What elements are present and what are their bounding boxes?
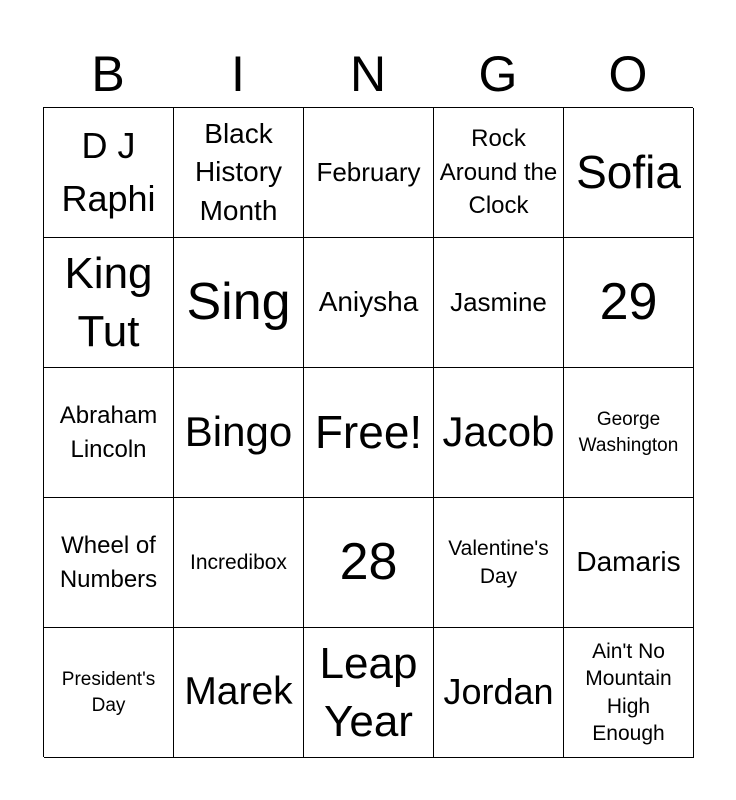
cell-label: Abraham Lincoln [59,401,158,463]
cell-label: Incredibox [190,550,287,574]
cell-label: February [316,156,421,187]
bingo-cell[interactable] [174,238,304,368]
cell-label: Free! [314,406,423,459]
bingo-cell[interactable] [304,628,434,758]
cell-label: George Washington [578,408,679,456]
cell-label: Ain't No Mountain High Enough [585,639,672,745]
bingo-cell[interactable] [434,498,564,628]
cell-label: 28 [339,533,398,592]
cell-label: 29 [599,273,658,332]
cell-label: Sofia [576,146,681,199]
bingo-cell[interactable] [434,238,564,368]
cell-label: Marek [184,670,293,714]
cell-label: Leap Year [319,639,418,746]
cell-label: Black History Month [194,117,283,226]
bingo-cell[interactable] [564,498,694,628]
bingo-cell[interactable] [174,498,304,628]
bingo-cell[interactable] [174,368,304,498]
cell-label: King Tut [64,249,153,356]
header-letter-o: O [608,46,648,102]
header-letter-b: B [91,46,125,102]
bingo-cell[interactable] [564,108,694,238]
bingo-cell[interactable] [174,108,304,238]
bingo-cell[interactable] [304,238,434,368]
header-letter-n: N [349,46,387,102]
cell-label: Aniysha [318,286,419,318]
cell-label: Sing [186,273,291,332]
bingo-cell[interactable] [564,628,694,758]
cell-label: Jacob [442,408,555,456]
header-letter-g: G [478,46,518,102]
cell-label: Jasmine [450,286,547,317]
bingo-cell[interactable] [44,108,174,238]
bingo-cell[interactable] [44,238,174,368]
bingo-cell[interactable] [44,498,174,628]
bingo-header [43,40,693,108]
bingo-cell[interactable] [304,108,434,238]
cell-label: President's Day [61,668,156,716]
cell-label: Damaris [576,546,681,578]
free-space-cell[interactable] [304,368,434,498]
cell-label: D J Raphi [61,125,156,219]
cell-label: Rock Around the Clock [439,125,558,220]
bingo-grid [43,107,693,757]
bingo-cell[interactable] [564,238,694,368]
bingo-cell[interactable] [304,498,434,628]
bingo-cell[interactable] [434,368,564,498]
bingo-cell[interactable] [434,628,564,758]
cell-label: Wheel of Numbers [59,531,158,593]
cell-label: Valentine's Day [448,537,549,588]
bingo-cell[interactable] [44,628,174,758]
bingo-cell[interactable] [44,368,174,498]
cell-label: Bingo [184,408,293,456]
bingo-cell[interactable] [564,368,694,498]
header-letter-i: I [231,46,245,102]
bingo-cell[interactable] [174,628,304,758]
cell-label: Jordan [443,671,554,713]
bingo-cell[interactable] [434,108,564,238]
